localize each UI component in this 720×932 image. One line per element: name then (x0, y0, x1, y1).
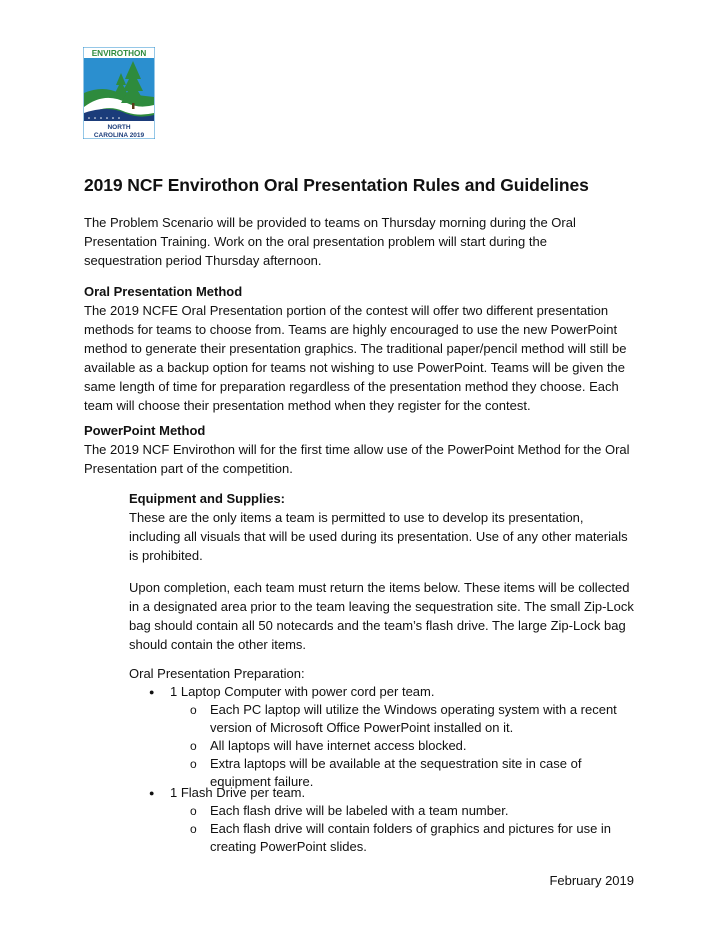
list-item-text: 1 Laptop Computer with power cord per team. (170, 684, 435, 699)
list-item (144, 784, 634, 802)
powerpoint-paragraph: The 2019 NCF Envirothon will for the first time allow use of the PowerPoint Method for the Oral Presentation part of the competition. (84, 442, 630, 476)
sub-list-item (190, 737, 630, 755)
footer-date: February 2019 (549, 873, 634, 888)
logo-bottom-line1: NORTH (107, 124, 131, 131)
sub-list-item (190, 701, 630, 737)
preparation-list-2 (144, 784, 634, 802)
list-item-text: 1 Flash Drive per team. (170, 785, 306, 800)
sublist-laptop (190, 701, 630, 791)
oral-method-paragraph: The 2019 NCFE Oral Presentation portion of the contest will offer two different presentation methods for teams to choose from. Teams are highly encouraged to use the new PowerPoint method to generate their presentation graphics. The traditional paper/pencil method will still be available as a backup option for teams not wishing to use PowerPoint. Teams will be given the same length of time for preparation regardless of the presentation method they choose. Each team will choose their presentation method when they register for the contest. (84, 303, 627, 413)
sub-list-item (190, 802, 630, 820)
preparation-list (144, 683, 634, 701)
equipment-paragraph: These are the only items a team is permitted to use to develop its presentation, including all visuals that will be used during its presentation. Use of any other materials is prohibited. (129, 510, 628, 563)
intro-paragraph: The Problem Scenario will be provided to teams on Thursday morning during the Oral Presentation Training. Work on the oral presentation problem will start during the sequestration period Thursday afternoon. (84, 215, 576, 268)
list-item (144, 683, 634, 701)
logo-bottom-line2: CAROLINA 2019 (93, 132, 145, 139)
powerpoint-heading: PowerPoint Method (84, 423, 206, 438)
document-title: 2019 NCF Envirothon Oral Presentation Rules and Guidelines (84, 175, 589, 195)
logo-top-text: ENVIROTHON (91, 49, 147, 58)
sub-list-item-text: Each flash drive will contain folders of graphics and pictures for use in creating PowerPoint slides. (210, 821, 612, 854)
completion-paragraph: Upon completion, each team must return the items below. These items will be collected in a designated area prior to the team leaving the sequestration site. The small Zip-Lock bag should contain all 50 notecards and the team’s flash drive. The large Zip-Lock bag should contain the other items. (129, 580, 634, 652)
envirothon-logo (83, 47, 155, 139)
equipment-heading: Equipment and Supplies: (129, 491, 286, 506)
preparation-heading: Oral Presentation Preparation: (129, 666, 305, 681)
sub-list-item-text: Extra laptops will be available at the sequestration site in case of equipment failure. (210, 756, 582, 789)
sub-list-item-text: Each flash drive will be labeled with a team number. (210, 803, 509, 818)
sub-list-item-text: Each PC laptop will utilize the Windows operating system with a recent version of Microsoft Office PowerPoint installed on it. (210, 702, 617, 735)
oral-method-heading: Oral Presentation Method (84, 284, 243, 299)
sub-list-item (190, 820, 630, 856)
sub-list-item-text: All laptops will have internet access blocked. (210, 738, 467, 753)
sublist-flash-drive (190, 802, 630, 856)
